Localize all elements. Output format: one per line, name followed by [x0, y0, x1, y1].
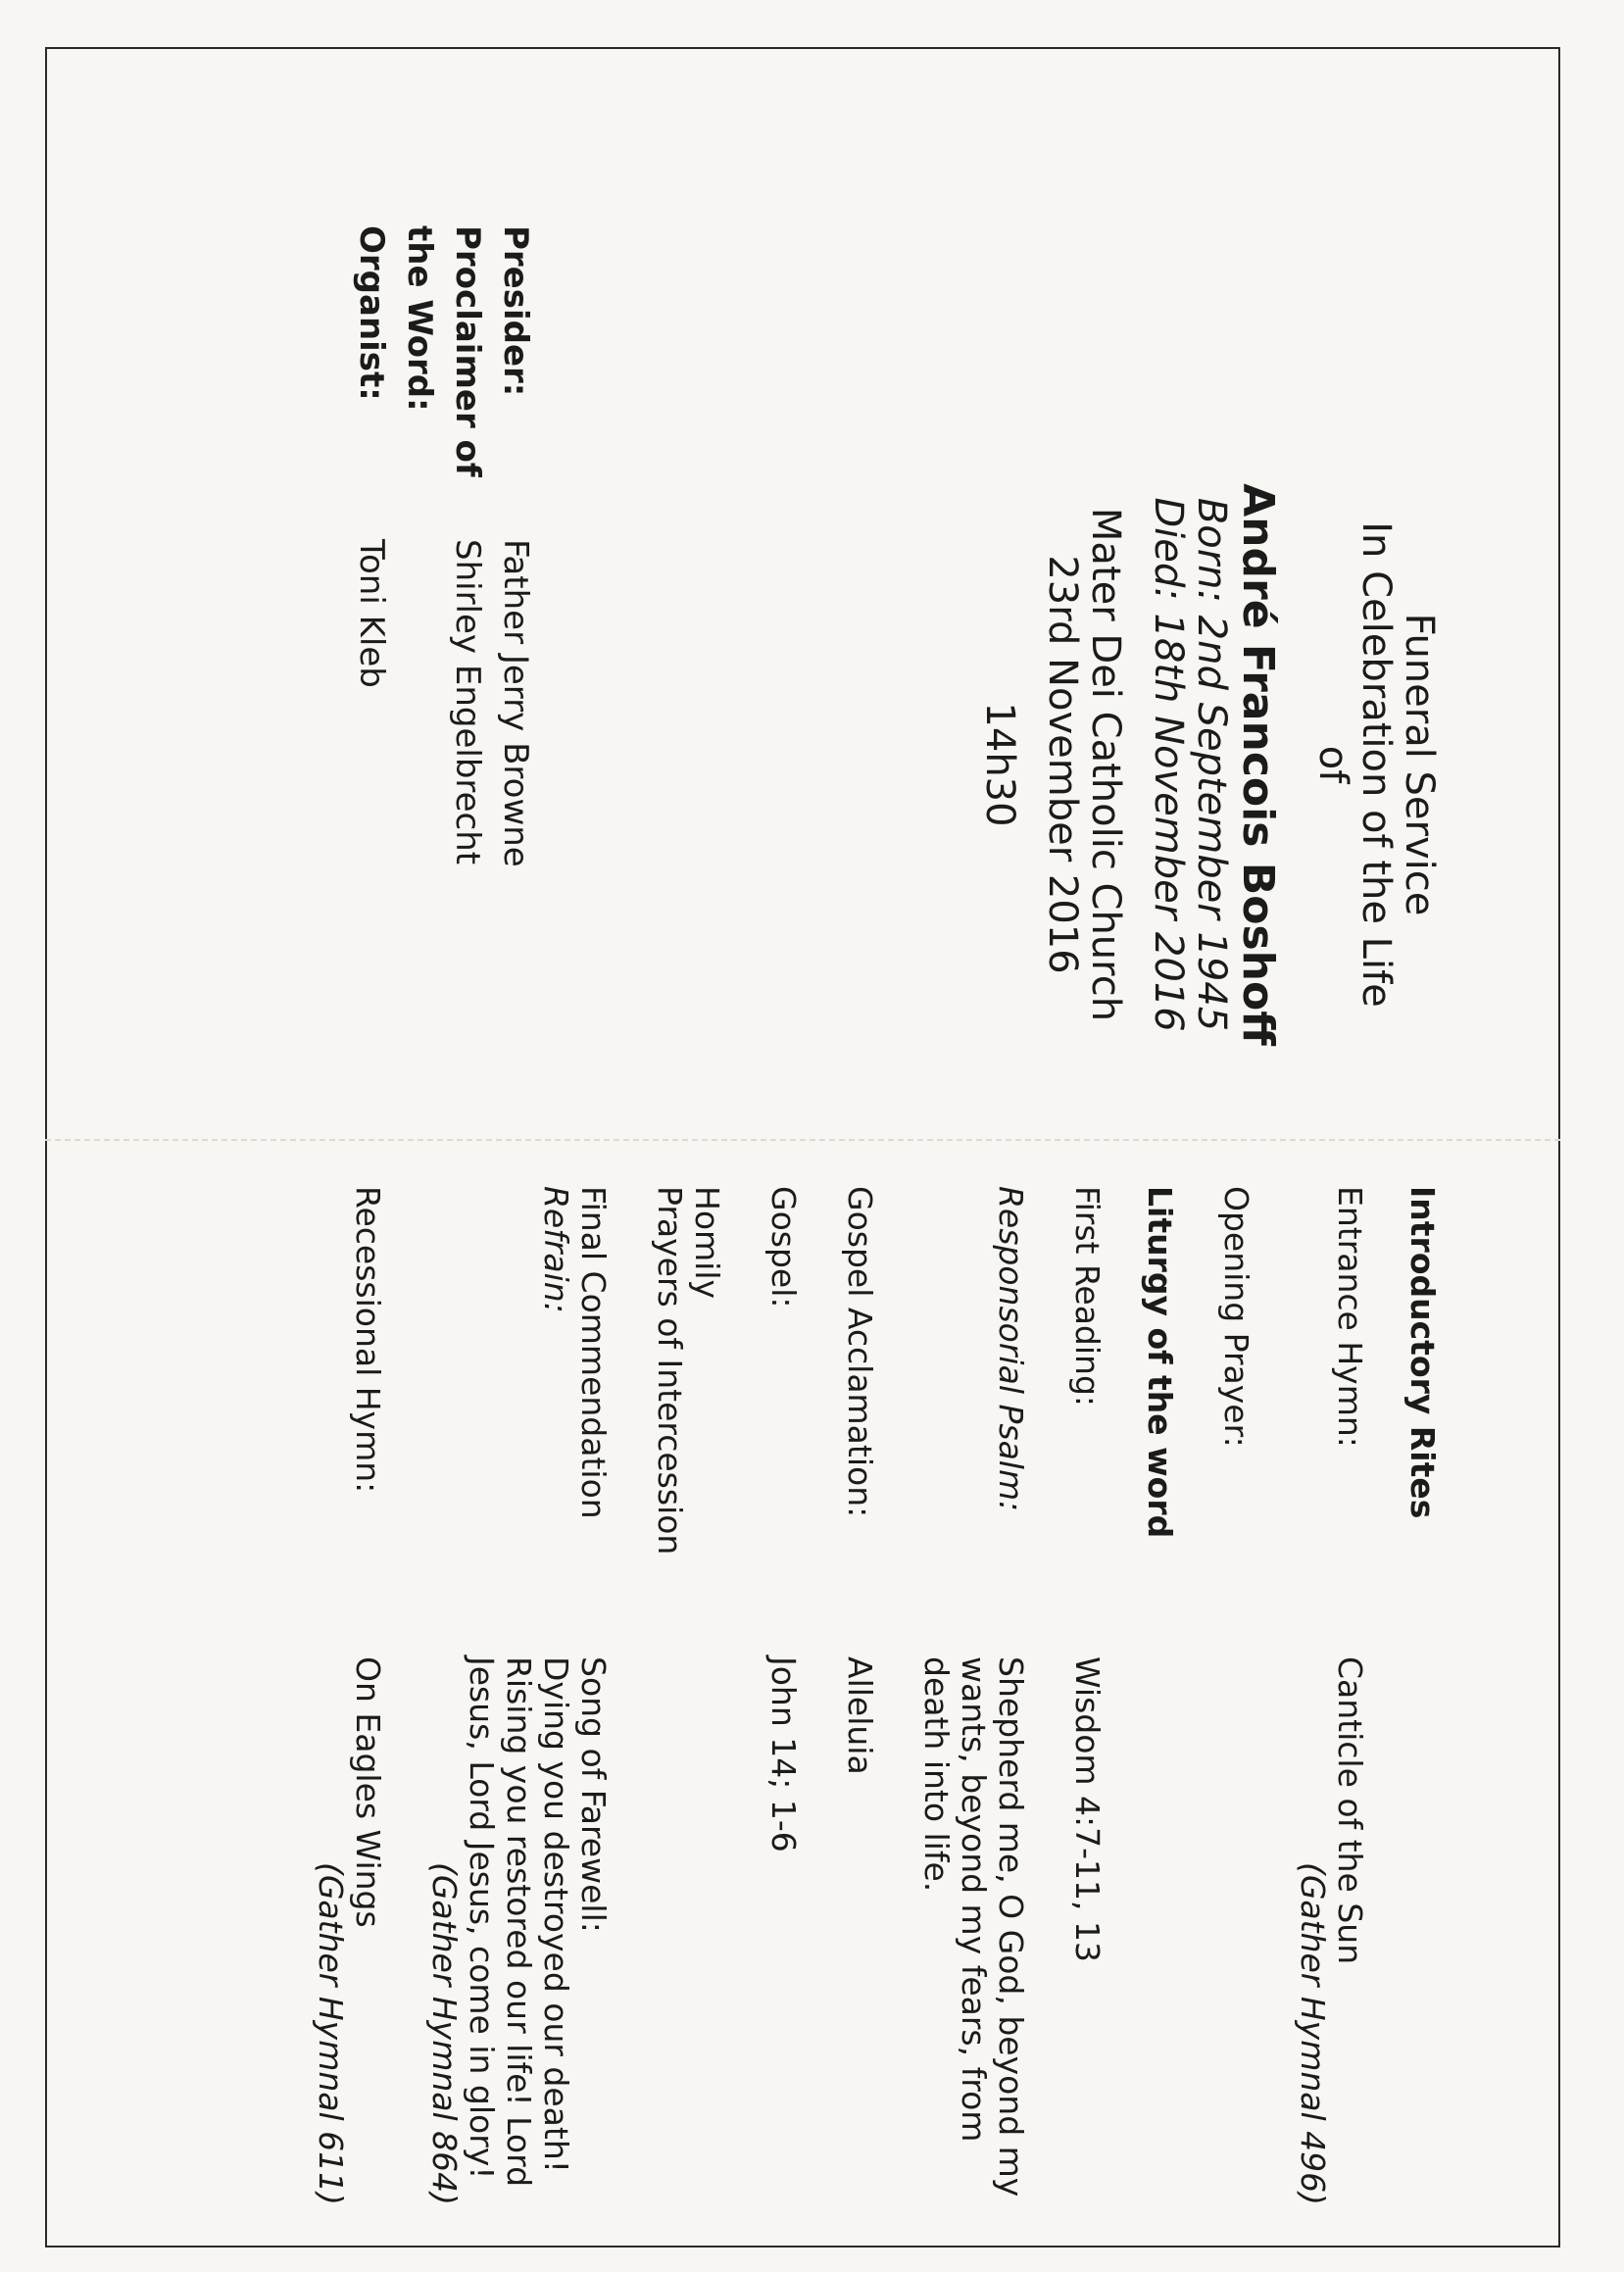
born-date: Born: 2nd September 1945: [1189, 497, 1234, 1032]
role-value: Toni Kleb: [352, 539, 391, 688]
died-date: Died: 18th November 2016: [1146, 497, 1191, 1032]
entrance-label: Entrance Hymn:: [1331, 1186, 1369, 1448]
recessional-hymn: On Eagles Wings: [349, 1656, 387, 1928]
role-label: Presider:: [496, 225, 535, 397]
entrance-hymn: Canticle of the Sun: [1331, 1656, 1369, 1965]
programme-row-acclamation: [841, 1186, 878, 2245]
cover-panel: [225, 225, 1442, 1117]
role-row: [395, 225, 491, 1108]
service-of: of: [1310, 745, 1355, 784]
opening-prayer-label: Opening Prayer:: [1217, 1186, 1255, 1448]
programme-row-gospel: [764, 1186, 802, 2245]
programme-row-homily: [651, 1186, 725, 2245]
role-row: [491, 225, 539, 1108]
service-time: 14h30: [977, 702, 1022, 827]
section-heading-introductory: Introductory Rites: [1403, 1186, 1442, 1519]
fold-line: [45, 1139, 1560, 1141]
venue: Mater Dei Catholic Church: [1083, 507, 1128, 1022]
order-of-service-panel: [167, 1186, 1441, 2245]
entrance-hymn-ref: (Gather Hymnal 496): [1294, 1861, 1332, 2205]
psalm-value: Shepherd me, O God, beyond my wants, beyond my fears, from death into life.: [917, 1656, 1030, 2198]
role-label: Proclaimer of the Word:: [400, 225, 487, 477]
service-title: Funeral Service: [1397, 613, 1442, 916]
psalm-label: Responsorial Psalm:: [992, 1186, 1030, 1512]
roles-list: [347, 225, 539, 1108]
section-heading-liturgy: Liturgy of the word: [1141, 1186, 1179, 1539]
refrain-ref: (Gather Hymnal 864): [425, 1861, 464, 2205]
commendation-label: Final Commendation: [574, 1186, 613, 1519]
role-value: Shirley Engelbrecht: [448, 539, 487, 865]
programme-row-opening: [1217, 1186, 1255, 2245]
deceased-name: André Francois Boshoff: [1233, 483, 1283, 1046]
gospel-value: John 14; 1-6: [764, 1656, 803, 1852]
recessional-label: Recessional Hymn:: [349, 1186, 387, 1494]
programme: [272, 1186, 1441, 2245]
programme-row-commendation: [425, 1186, 612, 2245]
gospel-label: Gospel:: [764, 1186, 803, 1309]
acclamation-value: Alleluia: [841, 1656, 879, 1775]
first-reading-value: Wisdom 4:7-11, 13: [1068, 1656, 1107, 1963]
refrain-text: Dying you destroyed our death! Rising you restored our life! Lord Jesus, Lord Jesus, come in glory!: [463, 1656, 575, 2188]
first-reading-label: First Reading:: [1068, 1186, 1107, 1408]
title-block: [978, 392, 1441, 1137]
programme-row-first-reading: [1068, 1186, 1106, 2245]
role-row: [347, 225, 395, 1108]
service-subtitle: In Celebration of the Life: [1353, 521, 1399, 1008]
homily-label: Homily: [688, 1186, 726, 1300]
acclamation-label: Gospel Acclamation:: [841, 1186, 879, 1518]
farewell-title: Song of Farewell:: [574, 1656, 613, 1933]
role-label: Organist:: [352, 225, 391, 401]
role-value: Father Jerry Browne: [496, 539, 535, 867]
programme-row-psalm: [917, 1186, 1029, 2245]
recessional-hymn-ref: (Gather Hymnal 611): [312, 1861, 350, 2205]
programme-row-entrance: [1294, 1186, 1368, 2245]
service-date: 23rd November 2016: [1040, 555, 1085, 974]
programme-row-recessional: [312, 1186, 386, 2245]
refrain-label: Refrain:: [537, 1186, 575, 1313]
prayers-label: Prayers of Intercession: [651, 1186, 689, 1556]
